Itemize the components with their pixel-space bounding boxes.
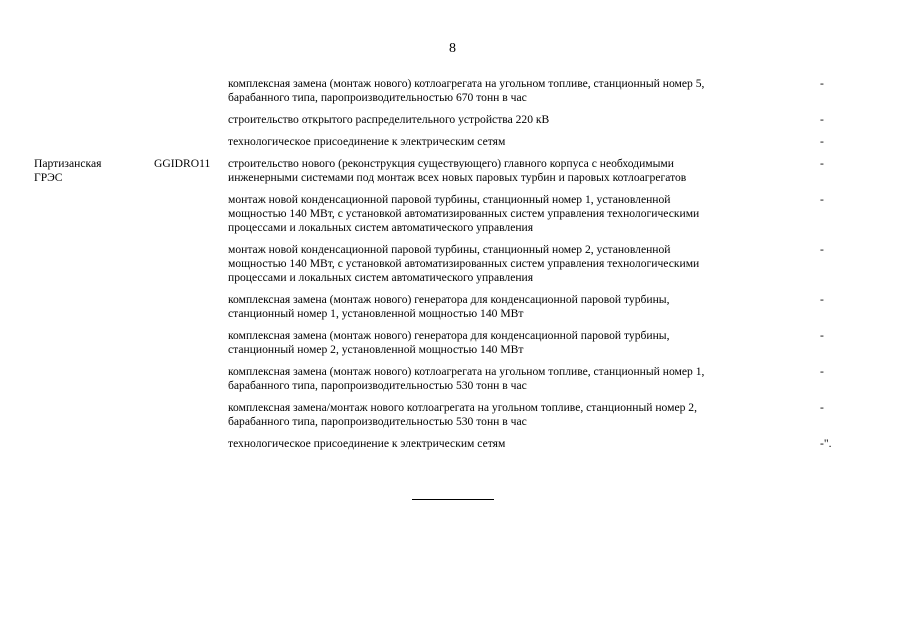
measure-description [228, 193, 788, 235]
measure-description [228, 135, 788, 149]
value-mark: - [820, 365, 824, 378]
description-line: станционный номер 2, установленной мощностью 140 МВт [228, 343, 524, 356]
table-row [34, 193, 844, 235]
description-line: процессами и локальных систем автоматического управления [228, 271, 534, 284]
table-row [34, 293, 844, 321]
description-line: комплексная замена (монтаж нового) генератора для конденсационной паровой турбины, [228, 329, 670, 342]
value-mark: - [820, 113, 824, 126]
measure-description [228, 293, 788, 321]
measure-description [228, 113, 788, 127]
measure-description [228, 329, 788, 357]
value-mark: - [820, 157, 824, 170]
description-line: строительство нового (реконструкция существующего) главного корпуса с необходимыми [228, 157, 674, 170]
value-mark: - [820, 193, 824, 206]
table-row [34, 437, 844, 451]
station-name-line: Партизанская [34, 157, 102, 170]
description-line: мощностью 140 МВт, с установкой автоматизированных систем управления технологическими [228, 257, 700, 270]
description-line: станционный номер 1, установленной мощностью 140 МВт [228, 307, 524, 320]
value-mark: - [820, 293, 824, 306]
measure-description [228, 401, 788, 429]
description-line: мощностью 140 МВт, с установкой автоматизированных систем управления технологическими [228, 207, 700, 220]
table-row [34, 77, 844, 105]
description-line: инженерными системами под монтаж всех новых паровых турбин и паровых котлоагрегатов [228, 171, 687, 184]
description-line: барабанного типа, паропроизводительностью 530 тонн в час [228, 379, 527, 392]
description-line: комплексная замена (монтаж нового) генератора для конденсационной паровой турбины, [228, 293, 670, 306]
value-mark: - [820, 77, 824, 90]
table-row [34, 401, 844, 429]
measure-description [228, 243, 788, 285]
measure-description [228, 77, 788, 105]
value-mark: - [820, 135, 824, 148]
object-code: GGIDRO11 [154, 157, 211, 170]
table-row [34, 135, 844, 149]
description-line: барабанного типа, паропроизводительностью 530 тонн в час [228, 415, 527, 428]
measure-description [228, 157, 788, 185]
table-row [34, 365, 844, 393]
description-line: комплексная замена (монтаж нового) котлоагрегата на угольном топливе, станционный номер 5, [228, 77, 705, 90]
description-line: процессами и локальных систем автоматического управления [228, 221, 534, 234]
station-name-line: ГРЭС [34, 171, 63, 184]
value-mark: - [820, 329, 824, 342]
description-line: монтаж новой конденсационной паровой турбины, станционный номер 2, установленной [228, 243, 671, 256]
description-line: монтаж новой конденсационной паровой турбины, станционный номер 1, установленной [228, 193, 671, 206]
page-number: 8 [449, 41, 456, 56]
value-mark: -". [820, 437, 832, 450]
measure-description [228, 437, 788, 451]
table-row [34, 157, 844, 185]
table-row [34, 243, 844, 285]
document-table [34, 77, 844, 459]
station-name [34, 157, 144, 185]
measure-description [228, 365, 788, 393]
description-line: комплексная замена/монтаж нового котлоагрегата на угольном топливе, станционный номер 2, [228, 401, 698, 414]
description-line: комплексная замена (монтаж нового) котлоагрегата на угольном топливе, станционный номер 1, [228, 365, 705, 378]
description-line: барабанного типа, паропроизводительностью 670 тонн в час [228, 91, 527, 104]
table-row [34, 329, 844, 357]
end-rule [412, 499, 494, 500]
description-line: технологическое присоединение к электрическим сетям [228, 437, 506, 450]
value-mark: - [820, 401, 824, 414]
description-line: технологическое присоединение к электрическим сетям [228, 135, 506, 148]
table-row [34, 113, 844, 127]
value-mark: - [820, 243, 824, 256]
description-line: строительство открытого распределительного устройства 220 кВ [228, 113, 550, 126]
